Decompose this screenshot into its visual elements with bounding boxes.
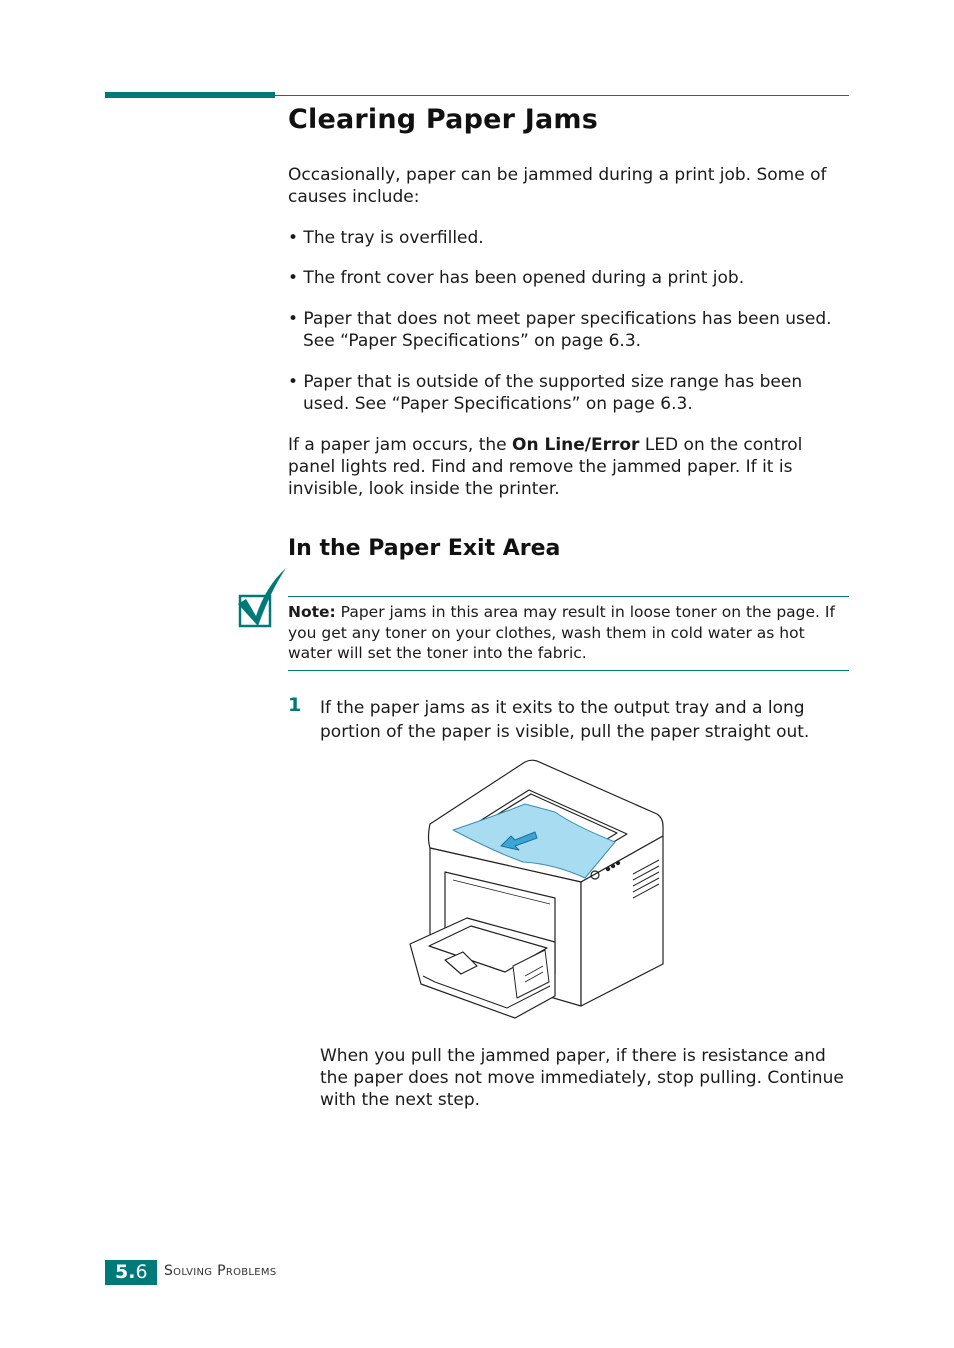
chapter-title: Solving Problems (164, 1263, 277, 1279)
page-number (115, 1260, 148, 1285)
chapter-number: 5. (115, 1261, 136, 1283)
bullet-item: • The front cover has been opened during a print job. (288, 268, 745, 288)
step-number: 1 (288, 694, 302, 716)
header-rule-thick (105, 92, 275, 98)
section-title: In the Paper Exit Area (288, 536, 561, 561)
after-figure-paragraph: When you pull the jammed paper, if there is resistance and the paper does not move immediately, stop pulling. Continue with the next step. (320, 1046, 844, 1110)
checkmark-icon (236, 566, 288, 630)
header-rule-thin (275, 95, 849, 96)
intro-paragraph: Occasionally, paper can be jammed during a print job. Some of causes include: (288, 165, 827, 207)
note-box (288, 602, 849, 664)
page-title: Clearing Paper Jams (288, 104, 599, 135)
jam-text-pre: If a paper jam occurs, the (288, 435, 513, 455)
note-text: Paper jams in this area may result in loose toner on the page. If you get any toner on your clothes, wash them in cold water as hot water will set the toner into the fabric. (288, 603, 835, 662)
note-rule-bottom (288, 670, 849, 671)
led-name: On Line/Error (512, 435, 640, 455)
jam-paragraph (288, 434, 853, 500)
jam-text-post: LED on the control panel lights red. Find and remove the jammed paper. If it is invisible, look inside the printer. (288, 435, 803, 499)
bullet-item: • Paper that is outside of the supported size range has been used. See “Paper Specifications” on page 6.3. (288, 372, 803, 414)
printer-illustration (405, 756, 670, 1021)
page-number-value: 6 (135, 1261, 148, 1283)
bullet-item: • Paper that does not meet paper specifications has been used. See “Paper Specifications” on page 6.3. (288, 309, 832, 351)
step-text: If the paper jams as it exits to the output tray and a long portion of the paper is visible, pull the paper straight out. (320, 698, 810, 742)
note-label: Note: (288, 603, 336, 621)
bullet-item: • The tray is overfilled. (288, 228, 484, 248)
note-rule-top (288, 596, 849, 597)
